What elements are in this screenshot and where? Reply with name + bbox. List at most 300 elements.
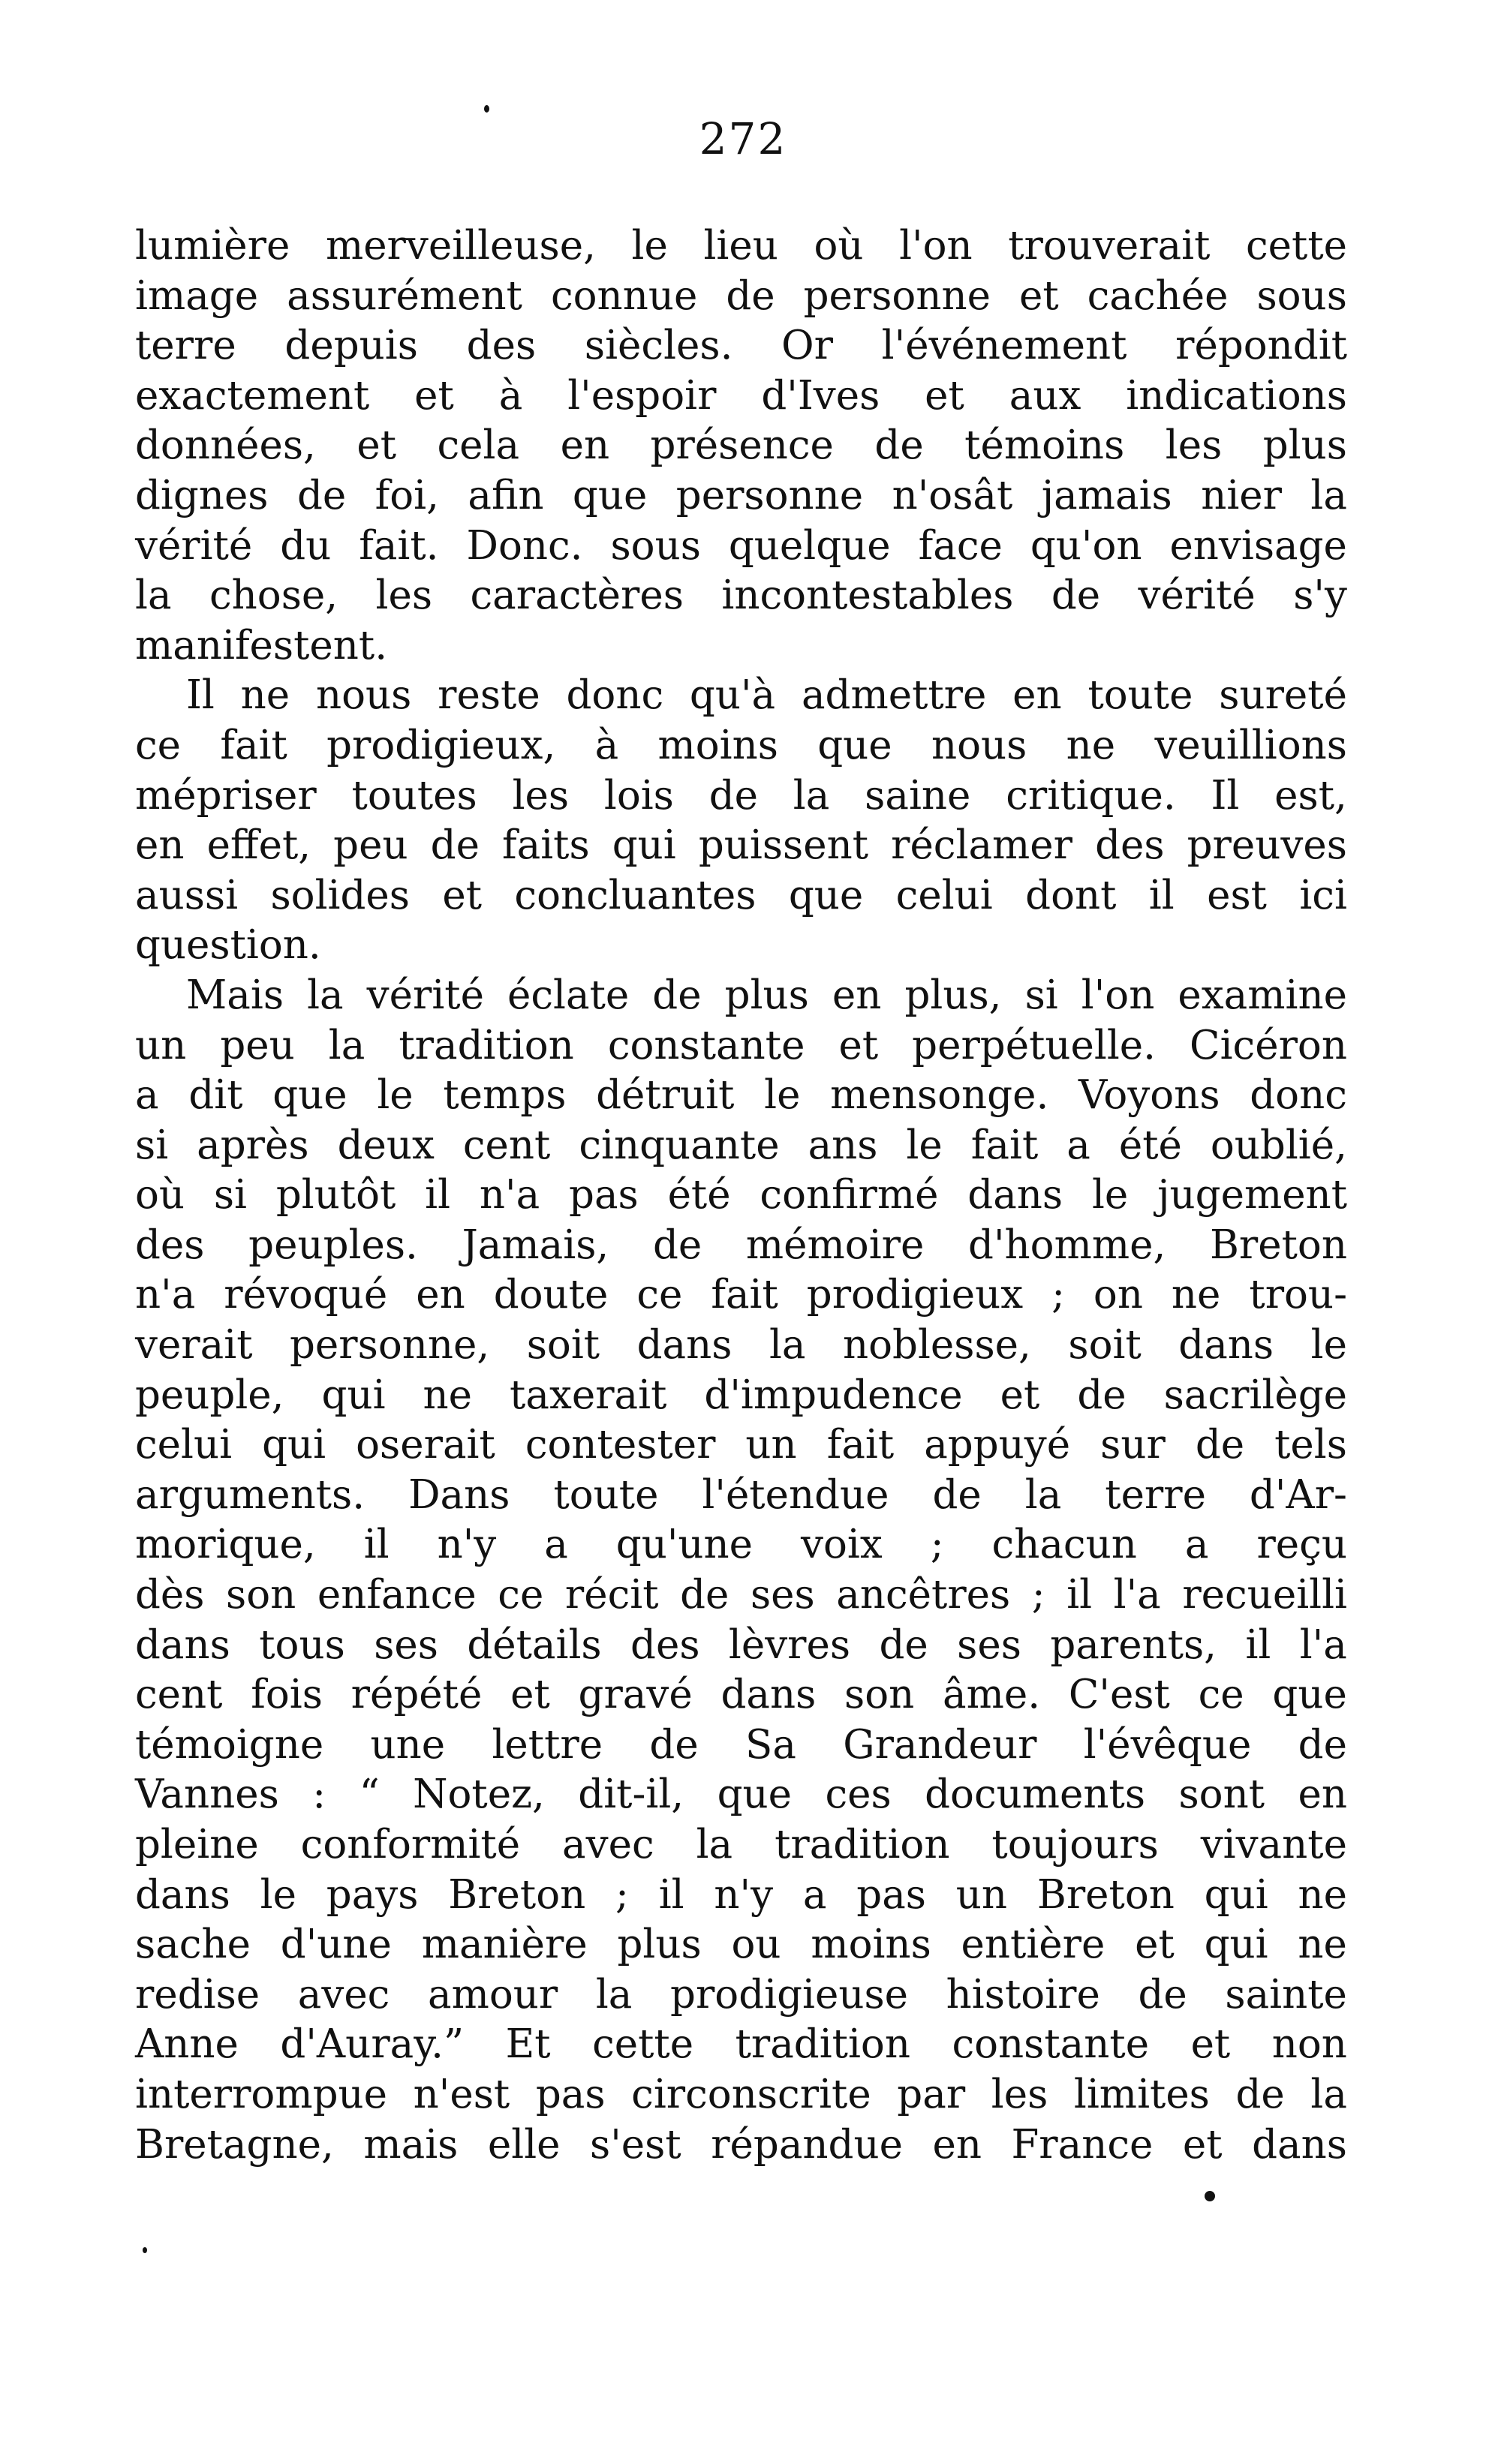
text-word: preuves <box>1187 822 1347 869</box>
text-word: si <box>213 1172 248 1218</box>
text-word: son <box>226 1572 296 1618</box>
text-word: manifestent. <box>135 622 388 669</box>
text-word: dans <box>967 1172 1063 1218</box>
text-word: ne <box>240 672 290 719</box>
text-word: où <box>135 1172 185 1218</box>
text-word: jugement <box>1157 1172 1347 1218</box>
text-word: vivante <box>1200 1822 1347 1868</box>
text-word: été <box>667 1172 731 1218</box>
text-word: ce <box>636 1272 683 1318</box>
text-line <box>135 1170 1347 1221</box>
text-word: sont <box>1178 1771 1265 1818</box>
text-word: ici <box>1299 872 1347 918</box>
text-word: il <box>1245 1621 1271 1668</box>
text-word: dit-il, <box>578 1771 684 1818</box>
text-word: et <box>356 422 397 469</box>
text-word: tradition <box>775 1822 950 1868</box>
text-line <box>135 621 1347 672</box>
text-word: pas <box>569 1172 639 1218</box>
text-word: des <box>466 323 537 369</box>
text-word: prodigieux, <box>326 722 556 768</box>
text-word: vérité <box>1138 572 1256 619</box>
text-word: la <box>307 972 344 1018</box>
text-word: donc <box>566 672 664 719</box>
text-word: afin <box>468 472 544 518</box>
text-word: voix <box>801 1522 883 1568</box>
text-word: concluantes <box>514 872 757 918</box>
text-word: d'Ives <box>761 372 880 419</box>
text-line <box>135 1321 1347 1371</box>
text-word: Sa <box>745 1721 796 1768</box>
text-word: merveilleuse, <box>325 223 596 269</box>
text-word: en <box>1012 672 1062 719</box>
text-word: noblesse, <box>843 1322 1031 1369</box>
text-word: C'est <box>1068 1672 1170 1718</box>
text-word: l'a <box>1299 1621 1347 1668</box>
text-word: cachée <box>1087 272 1229 319</box>
text-word: mépriser <box>135 772 317 819</box>
text-word: cinquante <box>579 1122 780 1168</box>
text-line <box>135 272 1347 322</box>
text-word: appuyé <box>924 1422 1071 1468</box>
text-word: l'a <box>1113 1572 1161 1618</box>
text-word: toute <box>553 1471 659 1518</box>
text-word: plus <box>617 1922 702 1968</box>
text-word: trouverait <box>1008 223 1211 269</box>
text-word: avec <box>562 1822 654 1868</box>
text-word: fois <box>251 1672 323 1718</box>
text-word: de <box>1298 1721 1347 1768</box>
text-word: et <box>925 372 964 419</box>
text-word: ne <box>1298 1871 1347 1918</box>
text-word: a <box>544 1522 568 1568</box>
text-word: perpétuelle. <box>912 1022 1157 1068</box>
text-line <box>135 471 1347 521</box>
text-word: les <box>512 772 570 819</box>
text-word: faits <box>502 822 590 869</box>
text-word: question. <box>135 922 321 969</box>
text-word: à <box>594 722 619 768</box>
text-line <box>135 771 1347 822</box>
text-word: Anne <box>135 2021 239 2068</box>
text-word: que <box>272 1072 347 1119</box>
text-word: reste <box>438 672 540 719</box>
text-word: manière <box>421 1922 588 1968</box>
text-word: il <box>1148 872 1175 918</box>
text-word: fait <box>826 1422 895 1468</box>
body-text <box>135 221 1347 2170</box>
text-word: en <box>1298 1771 1347 1818</box>
text-line <box>135 821 1347 871</box>
text-word: ce <box>498 1572 544 1618</box>
text-word: une <box>370 1721 446 1768</box>
text-line <box>135 321 1347 371</box>
text-word: le <box>906 1122 943 1168</box>
text-word: et <box>510 1672 550 1718</box>
text-word: non <box>1271 2021 1347 2068</box>
text-word: mais <box>363 2121 459 2168</box>
text-word: redise <box>135 1971 260 2018</box>
text-word: arguments. <box>135 1471 365 1518</box>
text-word: cette <box>1245 223 1347 269</box>
text-word: de <box>874 422 924 469</box>
text-word: prodigieuse <box>670 1971 909 2018</box>
text-word: cent <box>135 1672 223 1718</box>
text-line <box>135 421 1347 471</box>
text-word: son <box>844 1672 915 1718</box>
text-word: est <box>1207 872 1267 918</box>
text-word: s'est <box>590 2121 681 2168</box>
text-word: “ <box>359 1771 380 1818</box>
text-word: limites <box>1073 2071 1210 2117</box>
text-word: Cicéron <box>1190 1022 1347 1068</box>
text-word: on <box>1093 1272 1143 1318</box>
text-word: cela <box>437 422 520 469</box>
text-word: morique, <box>135 1522 316 1568</box>
text-word: prodigieux <box>806 1272 1024 1318</box>
text-word: verait <box>135 1322 253 1369</box>
text-word: s'y <box>1293 572 1347 619</box>
text-word: un <box>955 1871 1008 1918</box>
text-word: soit <box>526 1322 600 1369</box>
text-word: parents, <box>1050 1621 1217 1668</box>
text-word: de <box>1051 572 1101 619</box>
text-word: toutes <box>351 772 477 819</box>
text-word: dans <box>1252 2121 1347 2168</box>
text-word: oublié, <box>1210 1122 1347 1168</box>
text-word: la <box>1024 1471 1062 1518</box>
text-word: aux <box>1009 372 1081 419</box>
text-word: qui <box>321 1372 386 1418</box>
text-word: personne <box>803 272 991 319</box>
text-word: cette <box>592 2021 694 2068</box>
text-line <box>135 1820 1347 1871</box>
text-word: de <box>430 822 480 869</box>
text-word: qu'on <box>1030 522 1142 569</box>
text-word: conformité <box>300 1822 521 1868</box>
text-word: le <box>631 223 668 269</box>
text-word: témoins <box>964 422 1125 469</box>
text-word: tous <box>259 1621 345 1668</box>
text-word: toujours <box>991 1822 1159 1868</box>
text-word: l'on <box>899 223 973 269</box>
text-word: n'y <box>437 1522 497 1568</box>
text-word: le <box>1310 1322 1347 1369</box>
text-word: siècles. <box>584 323 733 369</box>
text-word: gravé <box>578 1672 693 1718</box>
text-word: les <box>375 572 433 619</box>
text-word: circonscrite <box>631 2071 871 2117</box>
text-word: l'évêque <box>1083 1721 1252 1768</box>
text-word: un <box>745 1422 797 1468</box>
text-word: et <box>1135 1922 1175 1968</box>
text-word: ses <box>750 1572 815 1618</box>
text-word: ancêtres <box>836 1572 1011 1618</box>
text-word: plus <box>724 972 809 1018</box>
text-word: de <box>708 772 758 819</box>
text-word: répandue <box>711 2121 903 2168</box>
text-word: image <box>135 272 259 319</box>
text-word: la <box>328 1022 365 1068</box>
text-word: personne, <box>290 1322 490 1369</box>
text-word: recueilli <box>1182 1572 1347 1618</box>
text-word: à <box>498 372 523 419</box>
text-line <box>135 1021 1347 1071</box>
text-word: sache <box>135 1922 251 1968</box>
text-line <box>135 721 1347 771</box>
text-word: et <box>838 1022 879 1068</box>
text-word: dans <box>720 1672 817 1718</box>
text-word: répondit <box>1175 323 1347 369</box>
text-word: ce <box>135 722 182 768</box>
text-word: Breton <box>448 1871 586 1918</box>
text-word: effet, <box>206 822 311 869</box>
text-word: amour <box>428 1971 558 2018</box>
text-word: a <box>1184 1522 1209 1568</box>
text-word: est, <box>1274 772 1347 819</box>
text-word: répété <box>350 1672 483 1718</box>
text-word: dans <box>1178 1322 1274 1369</box>
text-line <box>135 521 1347 572</box>
text-word: celui <box>895 872 993 918</box>
text-word: mémoire <box>745 1221 925 1268</box>
text-word: d'Auray.” <box>280 2021 465 2068</box>
text-word: un <box>135 1022 187 1068</box>
text-word: le <box>377 1072 414 1119</box>
text-word: âme. <box>943 1672 1041 1718</box>
text-word: peuple, <box>135 1372 284 1418</box>
text-word: incontestables <box>721 572 1014 619</box>
text-word: les <box>991 2071 1048 2117</box>
text-word: Il <box>1211 772 1240 819</box>
text-word: trou- <box>1249 1272 1347 1318</box>
text-line <box>135 921 1347 971</box>
text-word: de <box>680 1572 729 1618</box>
text-word: pleine <box>135 1822 259 1868</box>
text-word: exactement <box>135 372 370 419</box>
text-word: constante <box>952 2021 1150 2068</box>
text-word: dit <box>188 1072 243 1119</box>
text-word: de <box>879 1621 928 1668</box>
text-word: si <box>135 1122 169 1168</box>
text-word: du <box>280 522 332 569</box>
text-line <box>135 1071 1347 1121</box>
text-word: fait <box>970 1122 1039 1168</box>
text-word: d'homme, <box>968 1221 1166 1268</box>
text-word: la <box>1310 472 1347 518</box>
text-line <box>135 1970 1347 2021</box>
text-word: les <box>1165 422 1223 469</box>
text-word: ; <box>1051 1272 1065 1318</box>
text-word: veuillions <box>1154 722 1347 768</box>
text-word: lumière <box>135 223 290 269</box>
text-word: taxerait <box>510 1372 667 1418</box>
text-word: avec <box>297 1971 390 2018</box>
text-word: de <box>932 1471 982 1518</box>
text-word: sous <box>610 522 701 569</box>
text-word: pays <box>326 1871 419 1918</box>
text-word: n'osât <box>892 472 1013 518</box>
text-word: de <box>1195 1422 1245 1468</box>
text-word: en <box>932 2121 982 2168</box>
text-word: puissent <box>698 822 869 869</box>
text-word: Voyons <box>1078 1072 1220 1119</box>
text-word: contester <box>525 1422 716 1468</box>
text-word: d'Ar- <box>1249 1471 1347 1518</box>
text-line <box>135 2070 1347 2120</box>
text-word: enfance <box>317 1572 477 1618</box>
text-line <box>135 1670 1347 1720</box>
text-word: il <box>1066 1572 1093 1618</box>
text-word: qui <box>1204 1871 1268 1918</box>
text-line <box>135 1221 1347 1271</box>
text-word: sainte <box>1225 1971 1347 2018</box>
text-word: et <box>1190 2021 1231 2068</box>
text-word: : <box>312 1771 326 1818</box>
text-word: n'y <box>714 1871 774 1918</box>
text-word: l'espoir <box>567 372 717 419</box>
text-word: France <box>1011 2121 1154 2168</box>
text-word: des <box>1095 822 1165 869</box>
text-word: de <box>1235 2071 1285 2117</box>
text-word: dont <box>1025 872 1117 918</box>
text-word: tradition <box>735 2021 910 2068</box>
text-word: nier <box>1201 472 1282 518</box>
text-word: Et <box>505 2021 551 2068</box>
text-word: la <box>595 1971 633 2018</box>
text-word: Grandeur <box>843 1721 1037 1768</box>
text-word: ; <box>1031 1572 1045 1618</box>
text-line <box>135 871 1347 921</box>
text-word: tels <box>1274 1422 1347 1468</box>
text-word: l'on <box>1081 972 1155 1018</box>
text-word: elle <box>487 2121 561 2168</box>
text-word: sureté <box>1219 672 1347 719</box>
text-word: que <box>788 872 864 918</box>
text-word: documents <box>925 1771 1146 1818</box>
text-line <box>135 571 1347 621</box>
text-word: lieu <box>703 223 778 269</box>
text-word: que <box>1272 1672 1347 1718</box>
text-word: la <box>793 772 830 819</box>
text-word: n'a <box>479 1172 540 1218</box>
text-word: interrompue <box>135 2071 388 2117</box>
text-word: de <box>649 1721 699 1768</box>
text-word: sacrilège <box>1163 1372 1347 1418</box>
text-word: ans <box>808 1122 878 1168</box>
text-word: lois <box>603 772 674 819</box>
text-word: ne <box>1066 722 1116 768</box>
text-word: sous <box>1256 272 1347 319</box>
text-word: de <box>296 472 347 518</box>
text-word: l'événement <box>881 323 1127 369</box>
text-line <box>135 1520 1347 1570</box>
text-word: si <box>1024 972 1058 1018</box>
text-word: face <box>918 522 1003 569</box>
text-line <box>135 1471 1347 1521</box>
text-line <box>135 1420 1347 1471</box>
text-word: constante <box>607 1022 805 1068</box>
text-word: celui <box>135 1422 233 1468</box>
text-word: dans <box>135 1871 230 1918</box>
text-word: moins <box>657 722 778 768</box>
text-word: temps <box>443 1072 567 1119</box>
text-word: la <box>696 1822 733 1868</box>
text-word: tradition <box>399 1022 574 1068</box>
text-word: confirmé <box>760 1172 939 1218</box>
text-word: que <box>717 1771 792 1818</box>
text-word: plus, <box>904 972 1002 1018</box>
text-word: sur <box>1100 1422 1166 1468</box>
text-word: en <box>135 822 185 869</box>
text-word: lèvres <box>728 1621 851 1668</box>
scan-speck <box>484 105 489 113</box>
text-word: toute <box>1087 672 1193 719</box>
text-word: et <box>1182 2121 1223 2168</box>
text-word: ses <box>374 1621 438 1668</box>
text-word: soit <box>1068 1322 1142 1369</box>
text-word: par <box>897 2071 966 2117</box>
text-word: caractères <box>470 572 684 619</box>
text-word: d'une <box>280 1922 392 1968</box>
text-word: a <box>135 1072 159 1119</box>
text-word: doute <box>493 1272 609 1318</box>
text-word: a <box>1066 1122 1090 1168</box>
text-word: l'étendue <box>702 1471 889 1518</box>
text-line <box>135 1270 1347 1321</box>
text-word: Jamais, <box>462 1221 609 1268</box>
text-word: terre <box>1105 1471 1206 1518</box>
text-word: dans <box>636 1322 732 1369</box>
text-word: oserait <box>356 1422 495 1468</box>
text-word: et <box>442 872 483 918</box>
text-line <box>135 1770 1347 1820</box>
text-word: que <box>572 472 648 518</box>
text-word: fait <box>711 1272 778 1318</box>
text-word: qui <box>612 822 676 869</box>
text-word: fait. <box>359 522 439 569</box>
text-word: peu <box>333 822 408 869</box>
text-word: détruit <box>596 1072 735 1119</box>
text-word: que <box>817 722 892 768</box>
text-word: peuples. <box>248 1221 418 1268</box>
text-word: la <box>769 1322 806 1369</box>
text-line <box>135 971 1347 1021</box>
text-word: et <box>414 372 454 419</box>
scan-speck <box>1205 2191 1215 2201</box>
text-word: le <box>1091 1172 1129 1218</box>
text-word: Notez, <box>413 1771 545 1818</box>
text-word: qui <box>1204 1922 1268 1968</box>
text-word: fait <box>220 722 287 768</box>
text-word: Il <box>186 672 215 719</box>
text-word: ses <box>957 1621 1021 1668</box>
text-word: examine <box>1178 972 1347 1018</box>
text-word: après <box>197 1122 309 1168</box>
text-word: nous <box>931 722 1027 768</box>
text-word: Breton <box>1036 1871 1175 1918</box>
text-word: Breton <box>1209 1221 1347 1268</box>
text-word: donc <box>1250 1072 1347 1119</box>
text-word: histoire <box>946 1971 1100 2018</box>
text-word: où <box>814 223 864 269</box>
text-word: détails <box>467 1621 602 1668</box>
text-word: ne <box>1171 1272 1221 1318</box>
text-line <box>135 1920 1347 1970</box>
text-word: admettre <box>801 672 987 719</box>
text-word: jamais <box>1041 472 1172 518</box>
text-word: reçu <box>1256 1522 1347 1568</box>
